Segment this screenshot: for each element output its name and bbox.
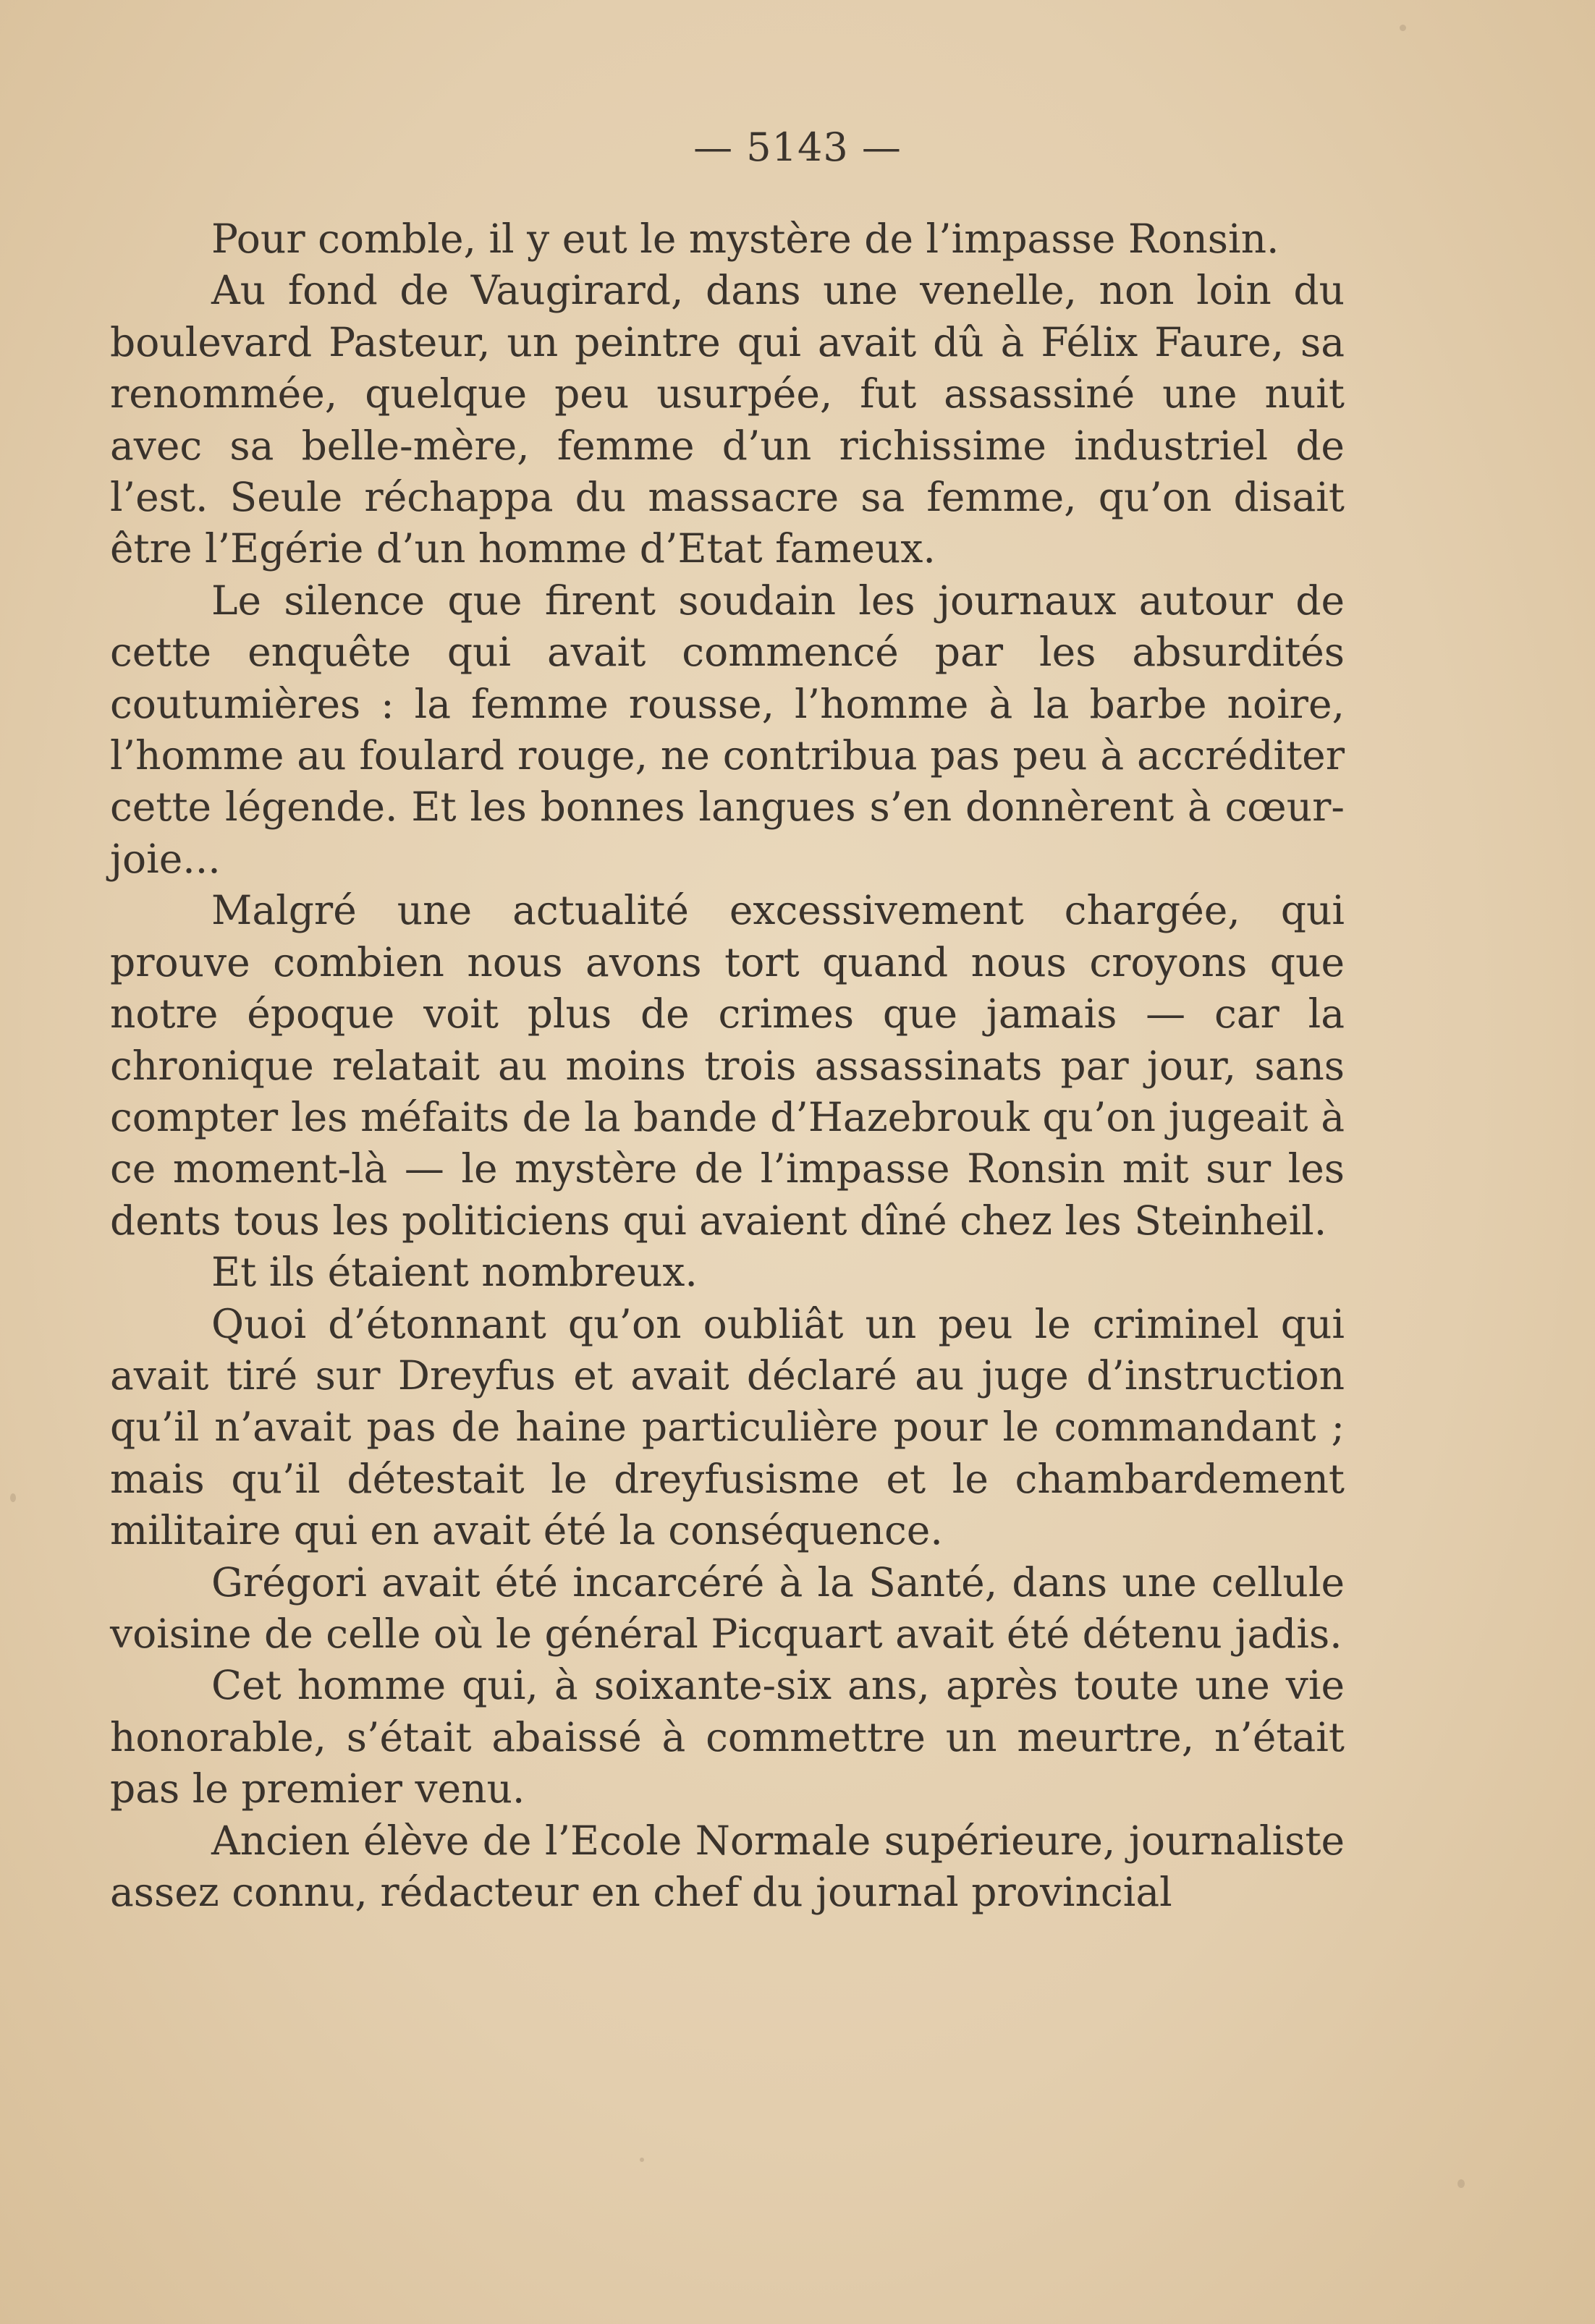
paper-speck	[1400, 25, 1406, 31]
paper-speck	[10, 1493, 16, 1502]
paragraph: Malgré une actualité excessivement chargée, qui prouve combien nous avons tort quand nous croyons que notre époque voit plus de crimes que jamais — car la chronique relatait au moins trois assassinats par jour, sans compter les méfaits de la bande d’Hazebrouk qu’on jugeait à ce moment-là — le mystère de l’impasse Ronsin mit sur les dents tous les politiciens qui avaient dîné chez les Steinheil.	[110, 887, 1345, 1244]
paragraph: Ancien élève de l’Ecole Normale supérieure, journaliste assez connu, rédacteur en chef du journal provincial	[110, 1817, 1345, 1915]
paper-speck	[640, 2158, 644, 2162]
page-number: — 5143 —	[693, 124, 902, 170]
paragraph: Et ils étaient nombreux.	[211, 1249, 698, 1296]
paragraph: Au fond de Vaugirard, dans une venelle, non loin du boulevard Pasteur, un peintre qui avait dû à Félix Faure, sa renommée, quelque peu usurpée, fut assassiné une nuit avec sa belle-mère, femme d’un richissime industriel de l’est. Seule réchappa du massacre sa femme, qu’on disait être l’Egérie d’un homme d’Etat fameux.	[110, 267, 1345, 572]
paper-speck	[1458, 2179, 1465, 2188]
paragraph: Pour comble, il y eut le mystère de l’impasse Ronsin.	[211, 216, 1279, 262]
paragraph: Grégori avait été incarcéré à la Santé, dans une cellule voisine de celle où le général Picquart avait été détenu jadis.	[110, 1558, 1345, 1657]
paragraph: Quoi d’étonnant qu’on oubliât un peu le criminel qui avait tiré sur Dreyfus et avait déclaré au juge d’instruction qu’il n’avait pas de haine particulière pour le commandant ; mais qu’il détestait le dreyfusisme et le chambardement militaire qui en avait été la conséquence.	[110, 1300, 1345, 1554]
body-text	[110, 213, 1345, 1918]
paragraph: Cet homme qui, à soixante-six ans, après toute une vie honorable, s’était abaissé à commettre un meurtre, n’était pas le premier venu.	[110, 1662, 1345, 1812]
paragraph: Le silence que firent soudain les journaux autour de cette enquête qui avait commencé par les absurdités coutumières : la femme rousse, l’homme à la barbe noire, l’homme au foulard rouge, ne contribua pas peu à accréditer cette légende. Et les bonnes langues s’en donnèrent à cœur-joie...	[110, 577, 1345, 882]
